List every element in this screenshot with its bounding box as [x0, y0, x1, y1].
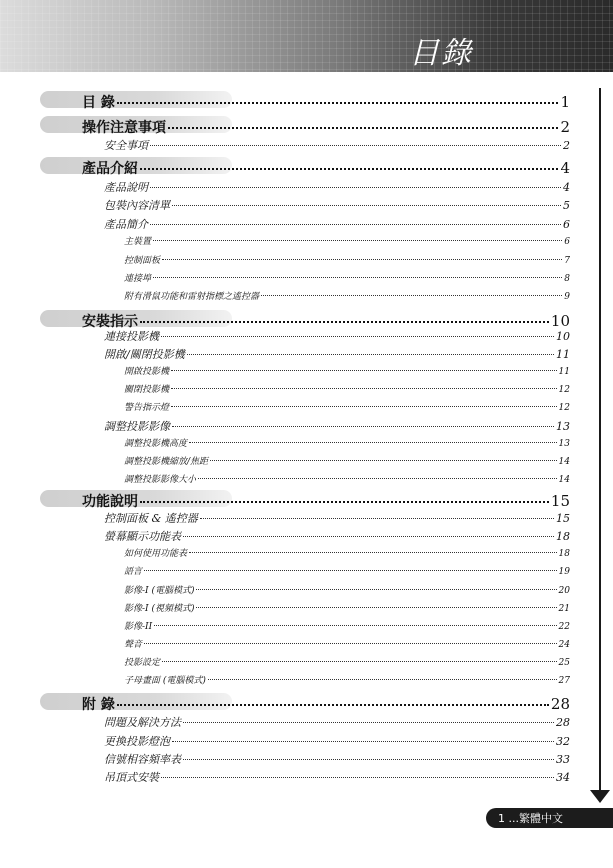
toc-dot-leader — [154, 625, 556, 626]
toc-entry[interactable] — [104, 418, 570, 434]
toc-dot-leader — [162, 661, 557, 662]
toc-entry-page: 12 — [558, 403, 570, 413]
toc-entry-title: 調整投影影像大小 — [124, 475, 197, 485]
toc-entry-page: 9 — [564, 292, 570, 302]
toc-dot-leader — [196, 589, 556, 590]
toc-entry-page: 20 — [558, 586, 570, 596]
toc-dot-leader — [172, 426, 554, 427]
toc-entry-title: 關閉投影機 — [124, 385, 170, 395]
toc-entry[interactable] — [104, 179, 570, 195]
toc-entry[interactable] — [124, 637, 570, 650]
toc-entry-title: 附 錄 — [82, 697, 115, 713]
toc-entry-title: 功能說明 — [82, 494, 138, 510]
toc-section-entry[interactable] — [82, 694, 570, 714]
toc-entry-page: 19 — [558, 567, 570, 577]
toc-entry[interactable] — [124, 400, 570, 413]
toc-dot-leader — [198, 478, 557, 479]
toc-entry-page: 22 — [558, 622, 570, 632]
toc-dot-leader — [187, 354, 554, 355]
toc-entry-title: 目 錄 — [82, 95, 115, 111]
toc-entry-title: 產品介紹 — [82, 161, 138, 177]
toc-entry-page: 5 — [563, 199, 570, 212]
toc-entry-title: 產品簡介 — [104, 218, 148, 231]
toc-entry-page: 2 — [563, 139, 570, 152]
toc-entry[interactable] — [124, 619, 570, 632]
toc-entry[interactable] — [124, 436, 570, 449]
toc-section-entry[interactable] — [82, 117, 570, 137]
toc-entry[interactable] — [124, 382, 570, 395]
page-number-label: 1 ...繁體中文 — [498, 812, 563, 825]
toc-dot-leader — [189, 552, 557, 553]
toc-entry-title: 安全事項 — [104, 139, 148, 152]
toc-entry-title: 安裝指示 — [82, 314, 138, 330]
toc-section-entry[interactable] — [82, 92, 570, 112]
toc-dot-leader — [150, 145, 561, 146]
toc-entry[interactable] — [124, 655, 570, 668]
toc-entry-page: 33 — [556, 753, 570, 766]
toc-entry-title: 調整投影影像 — [104, 420, 170, 433]
toc-entry[interactable] — [124, 289, 570, 302]
toc-entry-page: 28 — [556, 716, 570, 729]
toc-dot-leader — [208, 679, 557, 680]
arrow-down-icon — [590, 790, 610, 803]
toc-entry-title: 控制面板 & 遙控器 — [104, 512, 198, 525]
toc-entry[interactable] — [124, 271, 570, 284]
toc-entry-page: 10 — [556, 330, 570, 343]
toc-entry[interactable] — [104, 510, 570, 526]
toc-entry-page: 7 — [564, 256, 570, 266]
toc-entry-title: 投影設定 — [124, 658, 161, 668]
toc-entry[interactable] — [104, 769, 570, 785]
toc-entry-title: 警告指示燈 — [124, 403, 170, 413]
toc-dot-leader — [161, 777, 554, 778]
toc-entry-title: 開啟/關閉投影機 — [104, 348, 185, 361]
toc-dot-leader — [140, 168, 558, 170]
toc-entry-title: 吊頂式安裝 — [104, 771, 159, 784]
toc-dot-leader — [196, 607, 556, 608]
toc-entry-title: 調整投影機高度 — [124, 439, 188, 449]
toc-entry[interactable] — [124, 472, 570, 485]
toc-entry-page: 21 — [558, 604, 570, 614]
toc-entry-title: 語言 — [124, 567, 143, 577]
toc-dot-leader — [183, 536, 554, 537]
toc-entry-title: 影像-II — [124, 622, 153, 632]
toc-dot-leader — [171, 370, 557, 371]
toc-entry-title: 連接埠 — [124, 274, 152, 284]
toc-entry-title: 影像-I (電腦模式) — [124, 586, 195, 596]
toc-dot-leader — [140, 321, 549, 323]
toc-entry-page: 10 — [550, 312, 570, 330]
toc-dot-leader — [150, 187, 561, 188]
toc-dot-leader — [168, 127, 558, 129]
toc-dot-leader — [162, 259, 562, 260]
toc-entry[interactable] — [124, 364, 570, 377]
toc-entry-title: 聲音 — [124, 640, 143, 650]
toc-entry[interactable] — [104, 714, 570, 730]
toc-entry-page: 18 — [558, 549, 570, 559]
toc-dot-leader — [117, 704, 549, 706]
toc-dot-leader — [144, 643, 557, 644]
page-title: 目錄 — [409, 36, 473, 71]
toc-entry-title: 調整投影機縮放/焦距 — [124, 457, 209, 467]
toc-entry[interactable] — [104, 346, 570, 362]
toc-dot-leader — [172, 741, 554, 742]
toc-entry-title: 附有滑鼠功能和雷射指標之遙控器 — [124, 292, 260, 302]
page-number-badge — [486, 808, 613, 828]
toc-entry-title: 連接投影機 — [104, 330, 159, 343]
toc-dot-leader — [117, 102, 559, 104]
toc-dot-leader — [171, 388, 557, 389]
toc-entry-page: 32 — [556, 735, 570, 748]
toc-entry-page: 18 — [556, 530, 570, 543]
toc-entry[interactable] — [104, 528, 570, 544]
toc-entry[interactable] — [104, 328, 570, 344]
toc-entry-page: 14 — [558, 457, 570, 467]
toc-entry-page: 11 — [556, 348, 570, 361]
toc-entry[interactable] — [104, 216, 570, 232]
toc-entry-title: 產品說明 — [104, 181, 148, 194]
toc-entry-title: 信號相容頻率表 — [104, 753, 181, 766]
toc-entry-page: 34 — [556, 771, 570, 784]
toc-entry[interactable] — [124, 454, 570, 467]
toc-dot-leader — [200, 518, 554, 519]
toc-entry-title: 螢幕顯示功能表 — [104, 530, 181, 543]
toc-entry-page: 27 — [558, 676, 570, 686]
toc-entry[interactable] — [104, 733, 570, 749]
toc-entry[interactable] — [124, 564, 570, 577]
toc-dot-leader — [144, 570, 557, 571]
toc-entry[interactable] — [124, 601, 570, 614]
toc-entry-page: 13 — [558, 439, 570, 449]
toc-entry[interactable] — [124, 583, 570, 596]
toc-entry[interactable] — [104, 751, 570, 767]
arrow-line — [599, 88, 601, 790]
toc-entry-title: 操作注意事項 — [82, 120, 166, 136]
toc-entry[interactable] — [104, 197, 570, 213]
toc-entry-title: 開啟投影機 — [124, 367, 170, 377]
toc-entry[interactable] — [104, 137, 570, 153]
toc-section-entry[interactable] — [82, 491, 570, 511]
toc-dot-leader — [183, 722, 554, 723]
toc-dot-leader — [261, 295, 562, 296]
toc-entry-page: 15 — [556, 512, 570, 525]
toc-entry-page: 1 — [560, 93, 570, 111]
toc-entry-title: 子母畫面 (電腦模式) — [124, 676, 206, 686]
toc-entry-page: 6 — [563, 218, 570, 231]
toc-dot-leader — [183, 759, 554, 760]
toc-section-entry[interactable] — [82, 158, 570, 178]
toc-entry-title: 控制面板 — [124, 256, 161, 266]
toc-entry-page: 8 — [564, 274, 570, 284]
toc-dot-leader — [171, 406, 557, 407]
toc-entry-title: 主裝置 — [124, 237, 152, 247]
toc-entry[interactable] — [124, 253, 570, 266]
toc-entry-title: 更換投影燈泡 — [104, 735, 170, 748]
toc-entry-page: 28 — [550, 695, 570, 713]
toc-entry-page: 6 — [564, 237, 570, 247]
toc-dot-leader — [153, 240, 562, 241]
toc-entry-page: 24 — [558, 640, 570, 650]
toc-entry-page: 11 — [558, 367, 570, 377]
toc-entry-page: 13 — [556, 420, 570, 433]
toc-entry[interactable] — [124, 546, 570, 559]
toc-entry[interactable] — [124, 234, 570, 247]
toc-entry-page: 15 — [550, 492, 570, 510]
toc-dot-leader — [150, 224, 561, 225]
toc-entry-title: 問題及解決方法 — [104, 716, 181, 729]
toc-dot-leader — [210, 460, 557, 461]
toc-entry[interactable] — [124, 673, 570, 686]
toc-entry-page: 4 — [560, 159, 570, 177]
toc-entry-page: 25 — [558, 658, 570, 668]
toc-dot-leader — [161, 336, 554, 337]
toc-entry-page: 4 — [563, 181, 570, 194]
toc-entry-page: 12 — [558, 385, 570, 395]
toc-entry-page: 14 — [558, 475, 570, 485]
toc-entry-title: 影像-I (視頻模式) — [124, 604, 195, 614]
toc-entry-page: 2 — [560, 118, 570, 136]
toc-entry-title: 包裝內容清單 — [104, 199, 170, 212]
toc-dot-leader — [140, 501, 549, 503]
toc-dot-leader — [172, 205, 561, 206]
toc-entry-title: 如何使用功能表 — [124, 549, 188, 559]
toc-dot-leader — [153, 277, 562, 278]
toc-dot-leader — [189, 442, 557, 443]
